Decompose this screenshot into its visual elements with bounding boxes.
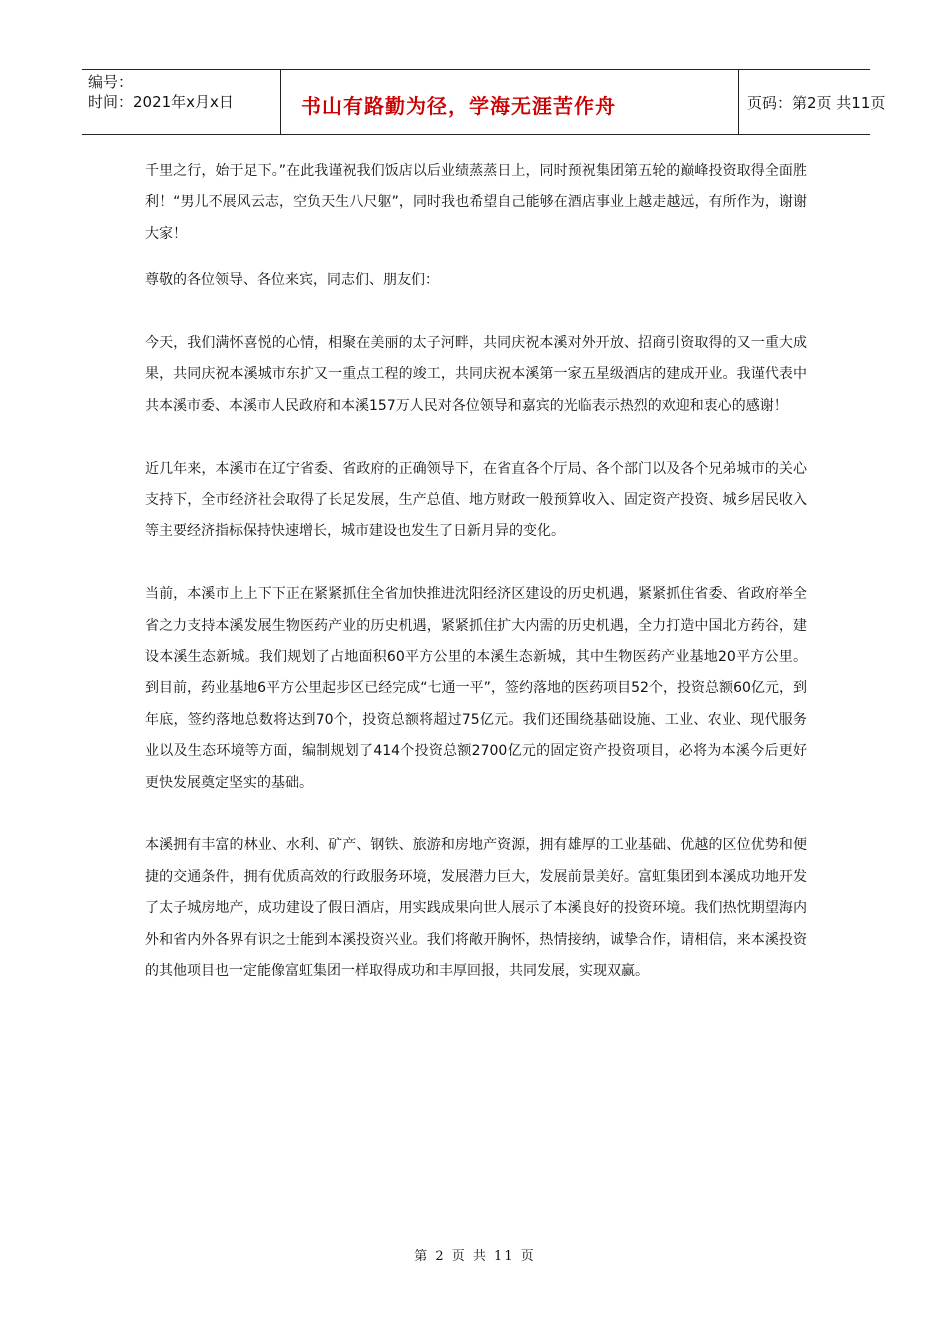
paragraph-development: 近几年来，本溪市在辽宁省委、省政府的正确领导下，在省直各个厅局、各个部门以及各个兄弟城市的关心支持下，全市经济社会取得了长足发展，生产总值、地方财政一般预算收入、固定资产投资、城乡居民收入等主要经济指标保持快速增长，城市建设也发生了日新月异的变化。 xyxy=(145,460,807,540)
header-page-number: 页码：第2页 共11页 xyxy=(747,94,886,112)
date-label: 时间：2021年x月x日 xyxy=(88,93,234,111)
document-body xyxy=(145,156,807,1019)
paragraph-investment-invitation: 本溪拥有丰富的林业、水利、矿产、钢铁、旅游和房地产资源，拥有雄厚的工业基础、优越的区位优势和便捷的交通条件，拥有优质高效的行政服务环境，发展潜力巨大，发展前景美好。富虹集团到本溪成功地开发了太子城房地产，成功建设了假日酒店，用实践成果向世人展示了本溪良好的投资环境。我们热忱期望海内外和省内外各界有识之士能到本溪投资兴业。我们将敞开胸怀，热情接纳，诚挚合作，请相信，来本溪投资的其他项目也一定能像富虹集团一样取得成功和丰厚回报，共同发展，实现双赢。 xyxy=(145,837,807,980)
doc-number-label: 编号： xyxy=(88,73,134,91)
paragraph-closing-remarks: 千里之行，始于足下。”在此我谨祝我们饭店以后业绩蒸蒸日上，同时预祝集团第五轮的巅峰投资取得全面胜利！“男儿不展风云志，空负天生八尺躯”，同时我也希望自己能够在酒店事业上越走越远，有所作为，谢谢大家！ xyxy=(145,163,807,242)
header-motto-cell xyxy=(281,70,739,135)
paragraph-celebration: 今天，我们满怀喜悦的心情，相聚在美丽的太子河畔，共同庆祝本溪对外开放、招商引资取得的又一重大成果，共同庆祝本溪城市东扩又一重点工程的竣工，共同庆祝本溪第一家五星级酒店的建成开业。我谨代表中共本溪市委、本溪市人民政府和本溪157万人民对各位领导和嘉宾的光临表示热烈的欢迎和衷心的感谢！ xyxy=(145,335,807,414)
document-header xyxy=(82,69,886,135)
page-footer: 第 2 页 共 11 页 xyxy=(414,1249,536,1264)
paragraph-current-plans: 当前，本溪市上上下下正在紧紧抓住全省加快推进沈阳经济区建设的历史机遇，紧紧抓住省委、省政府举全省之力支持本溪发展生物医药产业的历史机遇，紧紧抓住扩大内需的历史机遇，全力打造中国北方药谷，建设本溪生态新城。我们规划了占地面积60平方公里的本溪生态新城，其中生物医药产业基地20平方公里。到目前，药业基地6平方公里起步区已经完成“七通一平”，签约落地的医药项目52个，投资总额60亿元，到年底，签约落地总数将达到70个，投资总额将超过75亿元。我们还围绕基础设施、工业、农业、现代服务业以及生态环境等方面，编制规划了414个投资总额2700亿元的固定资产投资项目，必将为本溪今后更好更快发展奠定坚实的基础。 xyxy=(145,586,807,791)
header-meta-cell xyxy=(82,70,281,135)
paragraph-salutation: 尊敬的各位领导、各位来宾，同志们、朋友们： xyxy=(145,272,439,289)
header-page-cell xyxy=(739,70,886,135)
header-motto: 书山有路勤为径，学海无涯苦作舟 xyxy=(301,94,616,118)
